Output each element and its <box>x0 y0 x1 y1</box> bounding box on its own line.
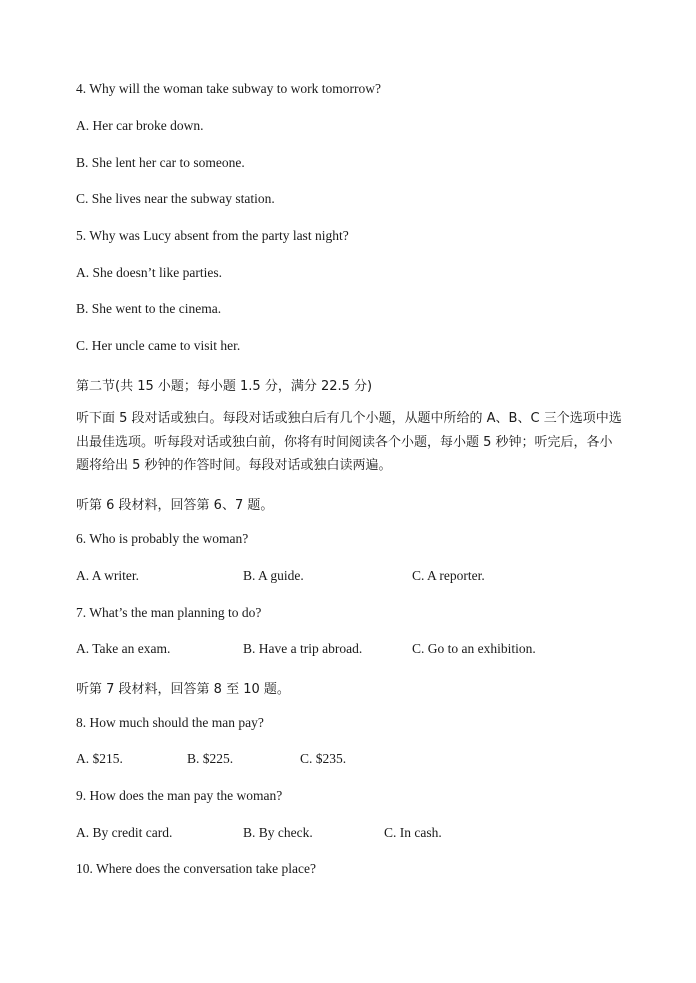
option-a: A. Her car broke down. <box>76 118 204 133</box>
section-instructions: 听下面 5 段对话或独白。每段对话或独白后有几个小题，从题中所给的 A、B、C 三个选项中选出最佳选项。听每段对话或独白前，你将有时间阅读各个小题，每小题 5 秒钟；听完后，各小题将给出 5 秒钟的作答时间。每段对话或独白读两遍。 <box>76 411 622 473</box>
option-b: B. She lent her car to someone. <box>76 155 245 170</box>
option-c: C. Go to an exhibition. <box>412 641 536 656</box>
material-7-instruction: 听第 7 段材料，回答第 8 至 10 题。 <box>76 682 290 697</box>
option-a: A. She doesn’t like parties. <box>76 265 222 280</box>
option-c: C. She lives near the subway station. <box>76 191 275 206</box>
option-a: A. $215. <box>76 751 123 766</box>
option-b: B. Have a trip abroad. <box>243 641 363 656</box>
option-b: B. She went to the cinema. <box>76 301 222 316</box>
option-c: C. $235. <box>300 751 347 766</box>
question-text: 8. How much should the man pay? <box>76 715 264 730</box>
question-text: 4. Why will the woman take subway to work tomorrow? <box>76 81 381 96</box>
option-a: A. A writer. <box>76 568 139 583</box>
question-text: 6. Who is probably the woman? <box>76 531 249 546</box>
question-text: 7. What’s the man planning to do? <box>76 605 262 620</box>
question-text: 9. How does the man pay the woman? <box>76 788 283 803</box>
material-6-instruction: 听第 6 段材料，回答第 6、7 题。 <box>76 498 274 513</box>
option-a: A. Take an exam. <box>76 641 171 656</box>
option-b: B. By check. <box>243 825 313 840</box>
section-heading: 第二节(共 15 小题；每小题 1.5 分，满分 22.5 分) <box>76 379 373 394</box>
option-b: B. A guide. <box>243 568 304 583</box>
option-c: C. A reporter. <box>412 568 485 583</box>
option-c: C. Her uncle came to visit her. <box>76 338 241 353</box>
option-b: B. $225. <box>187 751 234 766</box>
option-a: A. By credit card. <box>76 825 173 840</box>
question-text: 10. Where does the conversation take place? <box>76 861 317 876</box>
question-text: 5. Why was Lucy absent from the party last night? <box>76 228 349 243</box>
option-c: C. In cash. <box>384 825 442 840</box>
